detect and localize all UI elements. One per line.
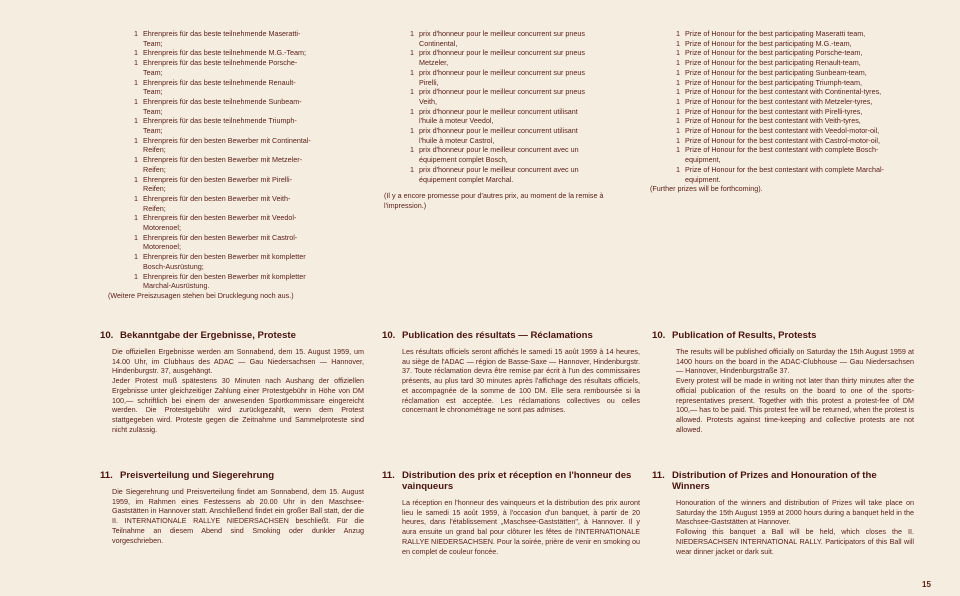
- prize-text: Ehrenpreis für das beste teilnehmende Triumph-Team;: [143, 116, 297, 136]
- paragraph: Die offiziellen Ergebnisse werden am Sonnabend, dem 15. August 1959, um 14.00 Uhr, im Clubhaus des ADAC — Gau Niedersachsen — Hannover, Hindenburgstr. 37, ausgehängt.: [112, 347, 364, 376]
- prize-count: 1: [676, 67, 680, 77]
- prize-item: [650, 58, 907, 68]
- prize-count: 1: [410, 48, 414, 58]
- paragraph: Jeder Protest muß spätestens 30 Minuten nach Aushang der offiziellen Ergebnisse unter gleichzeitiger Zahlung einer Protestgebühr in Höhe von DM 100,— schriftlich bei einem der anwesenden Sportkommissare eingereicht werden. Die Protestgebühr wird zurückgezahlt, wenn dem Protest stattgegeben wird. Proteste gegen die Zeitnahme und Sammelproteste sind nicht zulässig.: [112, 376, 364, 434]
- german-section-10: [100, 330, 364, 434]
- prize-item: [650, 48, 907, 58]
- prize-count: 1: [410, 87, 414, 97]
- prize-item: [650, 116, 907, 126]
- prize-count: 1: [676, 96, 680, 106]
- section-title: Publication of Results, Protests: [672, 330, 817, 341]
- prize-count: 1: [676, 58, 680, 68]
- prize-count: 1: [676, 29, 680, 38]
- prize-count: 1: [410, 67, 414, 77]
- prize-count: 1: [676, 106, 680, 116]
- prize-text: Ehrenpreis für den besten Bewerber mit kompletter Bosch-Ausrüstung;: [143, 252, 306, 271]
- paragraph: Every protest will be made in writing not later than thirty minutes after the official publication of the results on the board to one of the sports-representatives present. Together with this protest a protest-fee of DM 100,— has to be paid. This protest fee will be returned, when the protest is allowed. Protests against time-keeping and collective protests are not allowed.: [676, 376, 914, 434]
- prize-text: Ehrenpreis für den besten Bewerber mit Metzeler-Reifen;: [143, 155, 302, 174]
- paragraph: La réception en l'honneur des vainqueurs et la distribution des prix auront lieu le samedi 15 août 1959, à l'occasion d'un banquet, à partir de 20 heures, dans l'établissement „Maschsee-Gaststätten", à Hannover. Il y aura ensuite un grand bal pour clôturer les fêtes de l'INTERNATIONALE RALLYE NIEDERSACHSEN. Pour la soirée, prière de venir en smoking ou en complet de couleur foncée.: [402, 498, 640, 556]
- prize-count: 1: [134, 116, 138, 126]
- section-heading: [382, 470, 640, 492]
- prize-item: [108, 116, 313, 135]
- prize-count: 1: [134, 252, 138, 262]
- paragraph: Les résultats officiels seront affichés le samedi 15 août 1959 à 14 heures, au siège de l'ADAC — région de Basse-Saxe — Hannover, Hindenburgstr. 37. Toute réclamation devra être remise par écrit à l'un des commissaires présents, au plus tard 30 minutes après l'affichage des résultats officiels, et accompagnée de la somme de 100 DM. Elle sera remboursée si la réclamation est acceptée. Les réclamations collectives ou celles concernant le chronométrage ne sont pas admises.: [402, 347, 640, 415]
- prize-text: Prize of Honour for the best contestant with complete Marchal-equipment.: [685, 164, 884, 184]
- prize-text: prix d'honneur pour le meilleur concurrent utilisant l'huile à moteur Castrol,: [419, 126, 578, 145]
- prize-text: prix d'honneur pour le meilleur concurrent avec un équipement complet Marchal.: [419, 164, 579, 184]
- section-heading: [382, 330, 640, 341]
- section-body: [100, 487, 364, 545]
- prize-item: [650, 29, 907, 39]
- prize-text: prix d'honneur pour le meilleur concurrent sur pneus Veith,: [419, 87, 585, 106]
- prize-count: 1: [134, 271, 138, 281]
- prize-count: 1: [134, 232, 138, 242]
- prize-item: [384, 145, 638, 164]
- prize-count: 1: [134, 135, 138, 145]
- prize-item: [108, 213, 313, 232]
- section-title: Bekanntgabe der Ergebnisse, Proteste: [120, 330, 296, 341]
- section-body: [652, 498, 914, 556]
- prize-text: Prize of Honour for the best contestant with Veedol-motor-oil,: [685, 126, 880, 136]
- prize-count: 1: [410, 164, 414, 174]
- prize-text: Prize of Honour for the best participating Maseratti team,: [685, 29, 866, 38]
- prize-count: 1: [676, 77, 680, 87]
- paragraph: The results will be published officially on Saturday the 15th August 1959 at 1400 hours on the board in the ADAC-Clubhouse — Gau Niedersachsen — Hannover, Hindenburgstraße 37.: [676, 347, 914, 376]
- prize-note: (Weitere Preiszusagen stehen bei Drucklegung noch aus.): [108, 290, 294, 300]
- prize-text: Ehrenpreis für den besten Bewerber mit Pirelli-Reifen;: [143, 174, 293, 194]
- prize-item: [384, 68, 638, 87]
- prize-text: prix d'honneur pour le meilleur concurrent sur pneus Pirelli,: [419, 67, 585, 87]
- german-section-11: [100, 470, 364, 545]
- prize-item: [650, 78, 907, 88]
- paragraph: Following this banquet a Ball will be held, which closes the II. NIEDERSACHSEN INTERNATIONAL RALLY. Participators of this Ball will wear dinner jacket or dark suit.: [676, 527, 914, 556]
- english-prize-list: [650, 29, 907, 194]
- prize-count: 1: [676, 164, 680, 174]
- prize-text: Prize of Honour for the best participating Porsche-team,: [685, 48, 863, 58]
- section-body: [382, 347, 640, 415]
- english-section-11: [652, 470, 914, 556]
- german-prize-list: [108, 29, 313, 301]
- prize-text: Prize of Honour for the best contestant with complete Bosch-equipment,: [685, 145, 879, 165]
- french-section-10: [382, 330, 640, 415]
- prize-item: [108, 175, 313, 194]
- prize-count: 1: [134, 155, 138, 165]
- section-heading: [652, 470, 914, 492]
- prize-text: Prize of Honour for the best contestant with Castrol-motor-oil,: [685, 135, 880, 145]
- section-heading: [652, 330, 914, 341]
- prize-text: Ehrenpreis für das beste teilnehmende Porsche-Team;: [143, 58, 298, 77]
- prize-count: 1: [134, 193, 138, 203]
- section-number: 11.: [382, 470, 395, 481]
- prize-count: 1: [410, 29, 414, 38]
- prize-text: prix d'honneur pour le meilleur concurrent avec un équipement complet Bosch,: [419, 145, 579, 165]
- prize-count: 1: [676, 38, 680, 48]
- french-section-11: [382, 470, 640, 556]
- prize-item: [384, 48, 638, 67]
- prize-item: [108, 97, 313, 116]
- prize-count: 1: [676, 87, 680, 97]
- prize-count: 1: [676, 48, 680, 58]
- prize-item: [384, 126, 638, 145]
- prize-item: [108, 136, 313, 155]
- prize-text: Ehrenpreis für das beste teilnehmende Maseratti-Team;: [143, 29, 301, 48]
- section-number: 11.: [652, 470, 665, 481]
- section-body: [382, 498, 640, 556]
- prize-text: Prize of Honour for the best participating Renault-team,: [685, 58, 861, 68]
- prize-note: (Il y a encore promesse pour d'autres prix, au moment de la remise à l'impression.): [384, 191, 604, 210]
- prize-item: [108, 78, 313, 97]
- prize-item: [650, 126, 907, 136]
- prize-text: Prize of Honour for the best participating M.G.-team,: [685, 38, 852, 48]
- section-body: [100, 347, 364, 434]
- prize-text: prix d'honneur pour le meilleur concurrent utilisant l'huile à moteur Veedol,: [419, 106, 578, 126]
- prize-item: [650, 107, 907, 117]
- prize-text: Ehrenpreis für den besten Bewerber mit Continental-Reifen;: [143, 135, 311, 155]
- prize-text: Ehrenpreis für das beste teilnehmende Sunbeam-Team;: [143, 96, 302, 116]
- prize-text: Prize of Honour for the best contestant with Continental-tyres,: [685, 87, 882, 97]
- prize-text: Ehrenpreis für den besten Bewerber mit Veedol-Motorenoel;: [143, 213, 297, 233]
- prize-item: [108, 272, 313, 291]
- paragraph: Die Siegerehrung und Preisverteilung findet am Sonnabend, dem 15. August 1959, im Rahmen eines Festessens ab 20.00 Uhr in den Maschsee-Gaststätten in Hannover statt. Anschließend findet ein großer Ball statt, der die II. INTERNATIONALE RALLYE NIEDERSACHSEN beschließt. Für die Teilnahme an diesem Abend sind Smoking oder dunkler Anzug vorgeschrieben.: [112, 487, 364, 545]
- prize-item: [108, 155, 313, 174]
- prize-item: [384, 29, 638, 48]
- prize-item: [108, 48, 313, 58]
- prize-count: 1: [410, 145, 414, 155]
- section-body: [652, 347, 914, 434]
- section-number: 10.: [652, 330, 666, 341]
- section-number: 11.: [100, 470, 113, 481]
- prize-text: Ehrenpreis für den besten Bewerber mit Castrol-Motorenoel;: [143, 232, 298, 252]
- prize-count: 1: [410, 106, 414, 116]
- prize-item: [384, 165, 638, 184]
- prize-text: Ehrenpreis für das beste teilnehmende M.G.-Team;: [143, 48, 306, 58]
- paragraph: Honouration of the winners and distribution of Prizes will take place on Saturday the 15th August 1959 at 2000 hours during a banquet held in the Maschsee-Gaststätten at Hannover.: [676, 498, 914, 527]
- prize-count: 1: [134, 96, 138, 106]
- section-number: 10.: [100, 330, 114, 341]
- prize-count: 1: [134, 58, 138, 68]
- prize-item: [384, 107, 638, 126]
- prize-note: (Further prizes will be forthcoming).: [650, 184, 763, 194]
- prize-count: 1: [134, 77, 138, 87]
- section-title: Distribution des prix et réception en l'honneur des vainqueurs: [402, 470, 632, 492]
- prize-item: [108, 194, 313, 213]
- section-number: 10.: [382, 330, 396, 341]
- prize-count: 1: [676, 135, 680, 145]
- english-section-10: [652, 330, 914, 434]
- section-title: Publication des résultats — Réclamations: [402, 330, 593, 341]
- prize-text: Ehrenpreis für den besten Bewerber mit Veith-Reifen;: [143, 193, 291, 213]
- section-title: Distribution of Prizes and Honouration of the Winners: [672, 470, 877, 492]
- prize-item: [108, 58, 313, 77]
- prize-item: [650, 165, 907, 184]
- french-prize-list: [384, 29, 638, 211]
- section-title: Preisverteilung und Siegerehrung: [120, 470, 275, 481]
- section-heading: [100, 330, 364, 341]
- prize-count: 1: [134, 174, 138, 184]
- prize-text: Ehrenpreis für das beste teilnehmende Renault-Team;: [143, 77, 296, 97]
- prize-count: 1: [676, 116, 680, 126]
- section-heading: [100, 470, 364, 481]
- prize-item: [108, 233, 313, 252]
- prize-text: Prize of Honour for the best participating Triumph-team,: [685, 77, 862, 87]
- prize-item: [650, 136, 907, 146]
- prize-count: 1: [676, 145, 680, 155]
- prize-text: Prize of Honour for the best contestant with Metzeler-tyres,: [685, 96, 873, 106]
- prize-count: 1: [676, 126, 680, 136]
- prize-text: Prize of Honour for the best participating Sunbeam-team,: [685, 67, 867, 77]
- prize-text: Ehrenpreis für den besten Bewerber mit kompletter Marchal-Ausrüstung.: [143, 271, 306, 291]
- prize-item: [650, 39, 907, 49]
- prize-count: 1: [134, 213, 138, 223]
- prize-text: prix d'honneur pour le meilleur concurrent sur pneus Continental,: [419, 29, 585, 48]
- prize-item: [108, 29, 313, 48]
- prize-item: [650, 87, 907, 97]
- prize-text: prix d'honneur pour le meilleur concurrent sur pneus Metzeler,: [419, 48, 585, 68]
- prize-text: Prize of Honour for the best contestant with Pirelli-tyres,: [685, 106, 863, 116]
- prize-count: 1: [410, 126, 414, 136]
- prize-item: [384, 87, 638, 106]
- page-number: 15: [922, 580, 931, 589]
- prize-item: [650, 145, 907, 164]
- prize-count: 1: [134, 29, 138, 38]
- prize-text: Prize of Honour for the best contestant with Veith-tyres,: [685, 116, 861, 126]
- prize-item: [650, 97, 907, 107]
- prize-item: [108, 252, 313, 271]
- prize-item: [650, 68, 907, 78]
- prize-count: 1: [134, 48, 138, 58]
